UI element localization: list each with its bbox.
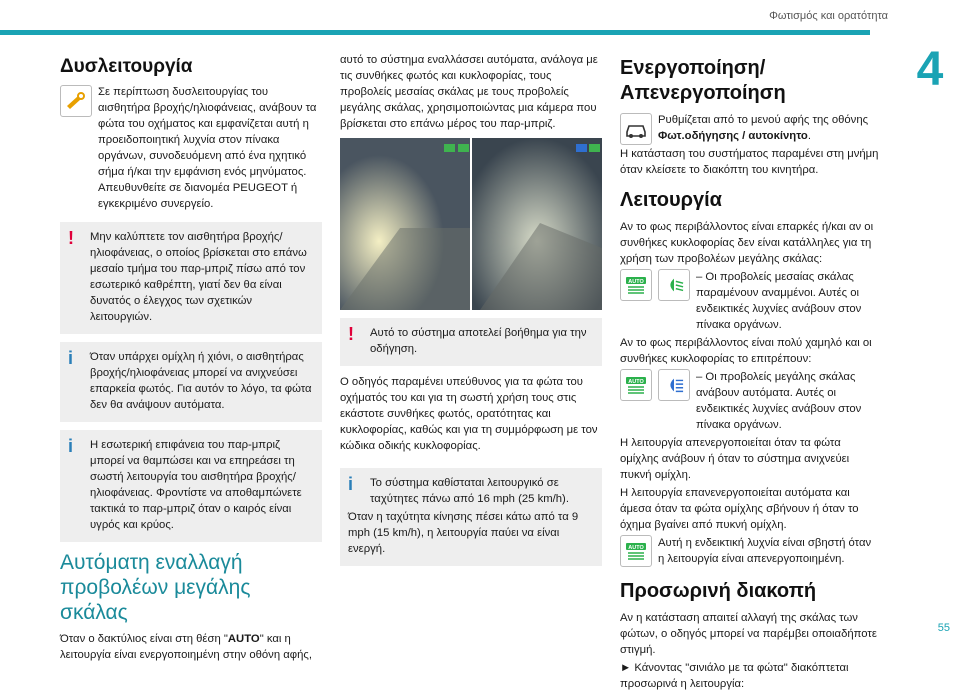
warning-note-sensor (60, 222, 322, 334)
info-note-text-2: Όταν η ταχύτητα κίνησης πέσει κάτω από τα 9 mph (15 km/h), η λειτουργία παύει να είναι ενεργή. (348, 511, 579, 555)
high-beam-text: – Οι προβολείς μεγάλης σκάλας ανάβουν αυτόματα. Αυτές οι ενδεικτικές λυχνίες ανάβουν στον πίνακα οργάνων. (696, 371, 862, 431)
low-beam-item (620, 269, 880, 335)
activation-text-part: Ρυθμίζεται από το μενού αφής της οθόνης (658, 114, 869, 126)
activation-heading: Ενεργοποίηση/ Απενεργοποίηση (620, 57, 786, 104)
activation-memory-text: Η κατάσταση του συστήματος παραμένει στη μνήμη όταν κλείσετε το διακόπτη του κινητήρα. (620, 148, 879, 176)
info-note-speed (340, 468, 602, 566)
activation-block (620, 112, 880, 146)
auto-indicator-icon (589, 144, 600, 152)
operation-text: Η λειτουργία επανενεργοποιείται αυτόματα και άμεσα όταν τα φώτα ομίχλης σβήνουν ή όταν το όχημα βγαίνει από πυκνή ομίχλη. (620, 487, 859, 531)
indicator-off-text: Αυτή η ενδεικτική λυχνία είναι σβηστή όταν η λειτουργία είναι απενεργοποιημένη. (658, 537, 872, 565)
auto-indicator-icon (458, 144, 469, 152)
malfunction-block (60, 84, 322, 214)
malfunction-heading: Δυσλειτουργία (60, 56, 193, 77)
indicator-off-item (620, 535, 880, 569)
page-number: 55 (937, 622, 950, 634)
operation-text: Αν το φως περιβάλλοντος είναι επαρκές ή/και αν οι συνθήκες κυκλοφορίας δεν είναι κατάλληλες για τη χρήση των προβολέων μεγάλης σκάλας: (620, 221, 874, 265)
chapter-number: 4 (900, 38, 960, 102)
auto-high-beam-icon (620, 369, 652, 401)
auto-text-part: Όταν ο δακτύλιος είναι στη θέση " (60, 633, 228, 645)
info-note-text: Η εσωτερική επιφάνεια του παρ-μπριζ μπορεί να θαμπώσει και να επηρεάσει τη σωστή λειτουργία του αισθητήρα βροχής/ηλιοφάνειας. Φροντίστε να αποθαμπώνετε τακτικά το παρ-μπριζ όταν ο καιρός είναι υγρός και κρύος. (90, 439, 302, 531)
pause-text: Αν η κατάσταση απαιτεί αλλαγή της σκάλας των φώτων, ο οδηγός μπορεί να παρέμβει οποιαδήποτε στιγμή. (620, 612, 877, 656)
auto-icon-label: AUTO (628, 279, 644, 285)
driver-responsibility-text: Ο οδηγός παραμένει υπεύθυνος για τα φώτα του οχήματός του και για τη σωστή χρήση τους στις εκάστοτε συνθήκες φωτός, ορατότητας και κυκλοφορίας, καθώς και για τη συμμόρφωση με τον κώδικα οδικής κυκλοφορίας. (340, 376, 598, 452)
night-road-illustration (340, 138, 602, 310)
info-note-windscreen (60, 430, 322, 542)
info-icon: i (348, 474, 354, 494)
low-beam-text: – Οι προβολείς μεσαίας σκάλας παραμένουν αναμμένοι. Αυτές οι ενδεικτικές λυχνίες ανάβουν στον πίνακα οργάνων. (696, 271, 862, 331)
auto-indicator-icon (620, 535, 652, 567)
info-note-text: Όταν υπάρχει ομίχλη ή χιόνι, ο αισθητήρας βροχής/ηλιοφάνειας μπορεί να ανιχνεύσει επαρκεία φωτός. Για αυτόν το λόγο, τα φώτα δεν θα ανάψουν αυτόματα. (90, 351, 312, 411)
operation-heading: Λειτουργία (620, 189, 722, 211)
activation-text: Ρυθμίζεται από το μενού αφής της οθόνης Φωτ.οδήγησης / αυτοκίνητο. (658, 114, 869, 142)
info-note-fog (60, 342, 322, 422)
pause-action-text: ► Κάνοντας "σινιάλο με τα φώτα" διακόπτεται προσωρινά η λειτουργία: (620, 662, 849, 690)
column-2 (340, 52, 602, 574)
operation-text: Αν το φως περιβάλλοντος είναι πολύ χαμηλό και οι συνθήκες κυκλοφορίας το επιτρέπουν: (620, 337, 872, 365)
low-beam-indicator-icon (444, 144, 455, 152)
headlight-fault-icon (60, 85, 92, 117)
continuation-text: αυτό το σύστημα εναλλάσσει αυτόματα, ανάλογα με τις συνθήκες φωτός και κυκλοφορίας, τους προβολείς μεσαίας σκάλας με τους προβολείς μεγάλης σκάλας, χρησιμοποιώντας μια κάμερα που βρίσκεται στο επάνω μέρος του παρ-μπριζ. (340, 54, 598, 130)
low-beam-icon (658, 269, 690, 301)
auto-main-beam-text (60, 631, 322, 663)
auto-icon-label: AUTO (628, 545, 644, 551)
warning-note-text: Μην καλύπτετε τον αισθητήρα βροχής/ηλιοφάνειας, ο οποίος βρίσκεται στο επάνω μεσαίο τμήμα του παρ-μπριζ πίσω από τον εσωτερικό καθρέπτη, γιατί δεν θα είναι δυνατός ο έλεγχος των σχετικών λειτουργιών. (90, 231, 307, 323)
header-bar (0, 30, 870, 35)
auto-low-beam-icon (620, 269, 652, 301)
activation-menu-path: Φωτ.οδήγησης / αυτοκίνητο (658, 130, 808, 142)
column-1 (60, 52, 322, 665)
auto-icon-label: AUTO (628, 379, 644, 385)
auto-label-bold: AUTO (227, 633, 260, 645)
high-beam-icon (658, 369, 690, 401)
car-settings-icon (620, 113, 652, 145)
auto-main-beam-heading: Αυτόματη εναλλαγή προβολέων μεγάλης σκάλας (60, 551, 251, 624)
info-note-text: Το σύστημα καθίσταται λειτουργικό σε ταχύτητες πάνω από 16 mph (25 km/h). (370, 477, 569, 505)
warning-exclamation-icon: ! (348, 324, 354, 344)
column-3 (620, 52, 880, 694)
pause-heading: Προσωρινή διακοπή (620, 580, 817, 602)
warning-note-text: Αυτό το σύστημα αποτελεί βοήθημα για την οδήγηση. (370, 327, 587, 355)
high-beam-item (620, 369, 880, 435)
warning-exclamation-icon: ! (68, 228, 74, 248)
section-header: Φωτισμός και ορατότητα (769, 10, 888, 22)
info-icon: i (68, 348, 74, 368)
malfunction-text: Σε περίπτωση δυσλειτουργίας του αισθητήρα βροχής/ηλιοφάνειας, ανάβουν τα φώτα του οχήματος και εμφανίζεται αυτή η προειδοποιητική λυχνία στον πίνακα οργάνων, συνοδευόμενη από ένα ηχητικό σήμα ή/και την εμφάνιση ενός μηνύματος. Απευθυνθείτε σε διανομέα PEUGEOT ή εγκεκριμένο συνεργείο. (98, 86, 317, 210)
high-beam-indicator-icon (576, 144, 587, 152)
operation-text: Η λειτουργία απενεργοποιείται όταν τα φώτα ομίχλης ανάβουν ή όταν το σύστημα ανιχνεύει πυκνή ομίχλη. (620, 437, 850, 481)
auto-text-part: " και η λειτουργία είναι ενεργοποιημένη στην οθόνη αφής, (60, 633, 312, 661)
info-icon: i (68, 436, 74, 456)
warning-note-driving-aid (340, 318, 602, 366)
